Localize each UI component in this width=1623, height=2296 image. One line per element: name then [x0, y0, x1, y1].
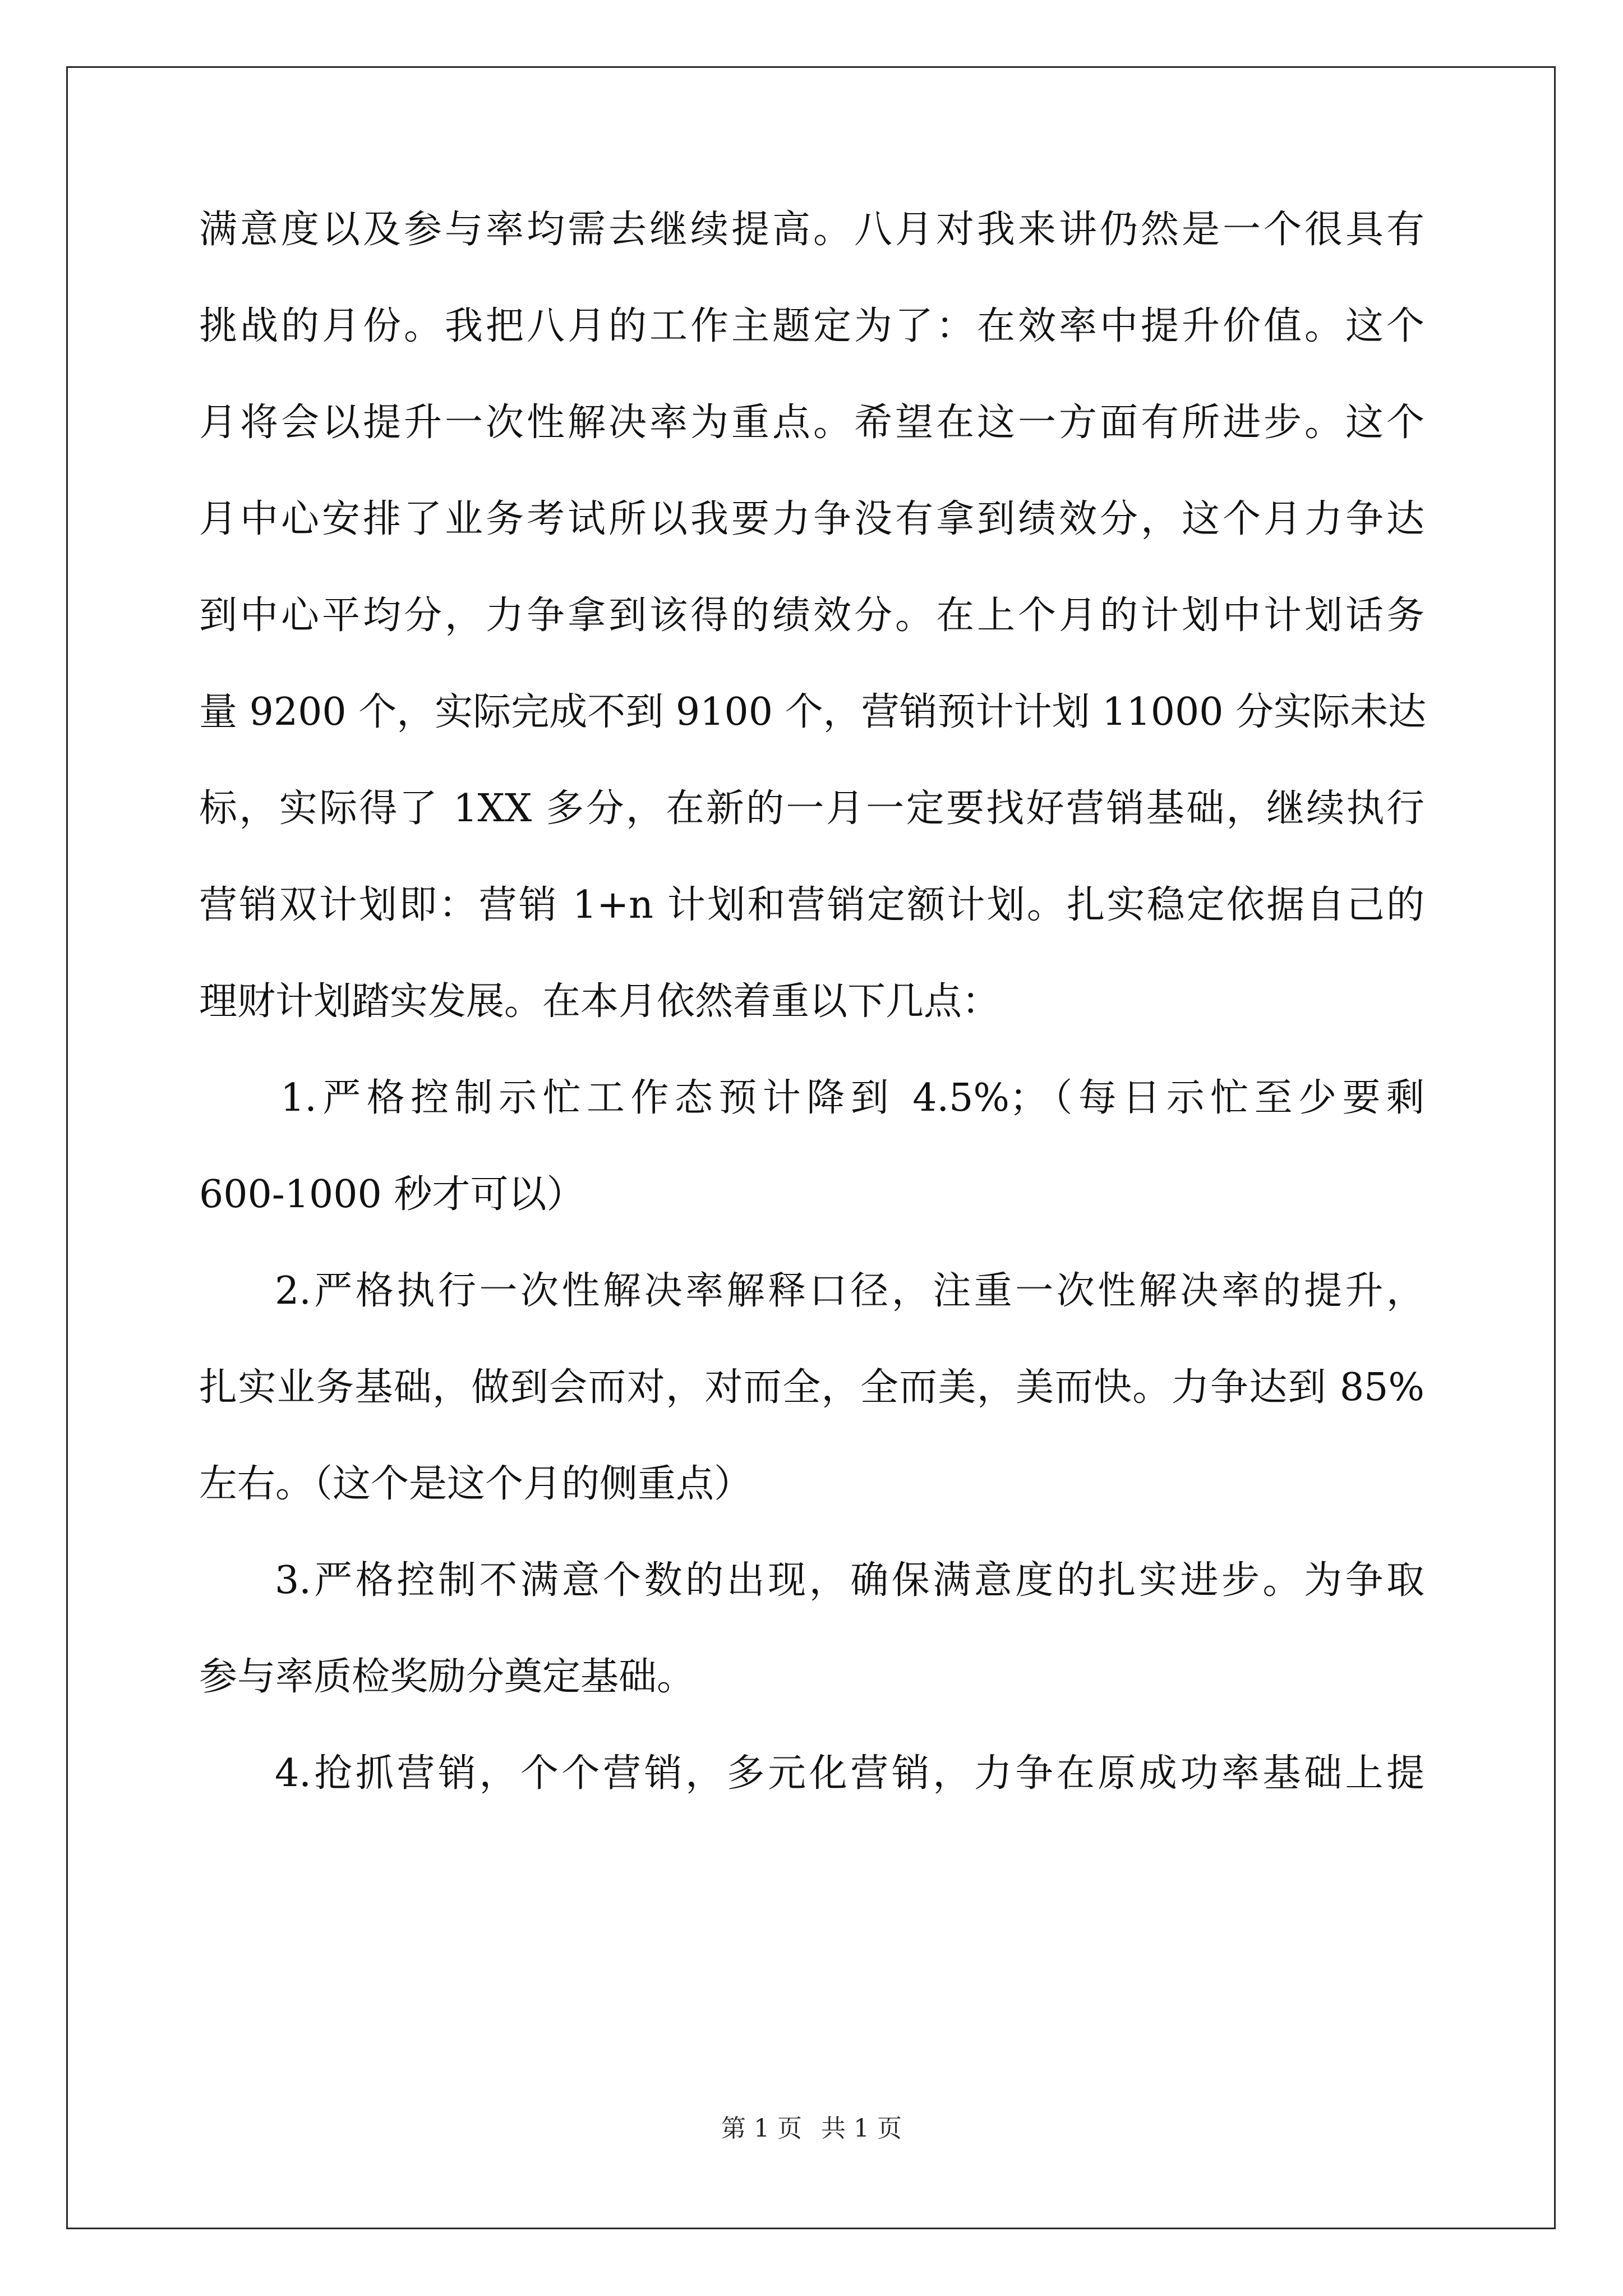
text-line: 参与率质检奖励分奠定基础。	[199, 1655, 695, 1699]
text-line: 600-1000 秒才可以）	[199, 1172, 585, 1217]
list-item-1: 1.严格控制示忙工作态预计降到 4.5%；（每日示忙至少要剩	[280, 1076, 1424, 1120]
text-line: 量 9200 个，实际完成不到 9100 个，营销预计计划 11000 分实际未达	[199, 690, 1427, 734]
page-footer	[0, 2112, 1623, 2146]
text-line: 月中心安排了业务考试所以我要力争没有拿到绩效分，这个月力争达	[199, 497, 1424, 541]
page-number-current: 第 1 页	[721, 2114, 802, 2143]
text-line: 月将会以提升一次性解决率为重点。希望在这一方面有所进步。这个	[199, 401, 1424, 445]
text-line: 满意度以及参与率均需去继续提高。八月对我来讲仍然是一个很具有	[199, 208, 1424, 252]
list-item-3: 3.严格控制不满意个数的出现，确保满意度的扎实进步。为争取	[275, 1558, 1424, 1603]
text-line: 挑战的月份。我把八月的工作主题定为了：在效率中提升价值。这个	[199, 304, 1424, 348]
list-item-4: 4.抢抓营销，个个营销，多元化营销，力争在原成功率基础上提	[275, 1751, 1424, 1796]
text-line: 左右。（这个是这个月的侧重点）	[199, 1462, 753, 1506]
text-line: 到中心平均分，力争拿到该得的绩效分。在上个月的计划中计划话务	[199, 593, 1424, 638]
list-item-2: 2.严格执行一次性解决率解释口径，注重一次性解决率的提升，	[275, 1269, 1424, 1313]
text-line: 营销双计划即：营销 1+n 计划和营销定额计划。扎实稳定依据自己的	[199, 883, 1424, 927]
text-line: 扎实业务基础，做到会而对，对而全，全而美，美而快。力争达到 85%	[199, 1365, 1424, 1410]
text-line: 理财计划踏实发展。在本月依然着重以下几点：	[199, 979, 1000, 1024]
text-line: 标，实际得了 1XX 多分，在新的一月一定要找好营销基础，继续执行	[199, 786, 1424, 831]
page-border	[66, 66, 1556, 2229]
page-number-total: 共 1 页	[821, 2114, 902, 2143]
